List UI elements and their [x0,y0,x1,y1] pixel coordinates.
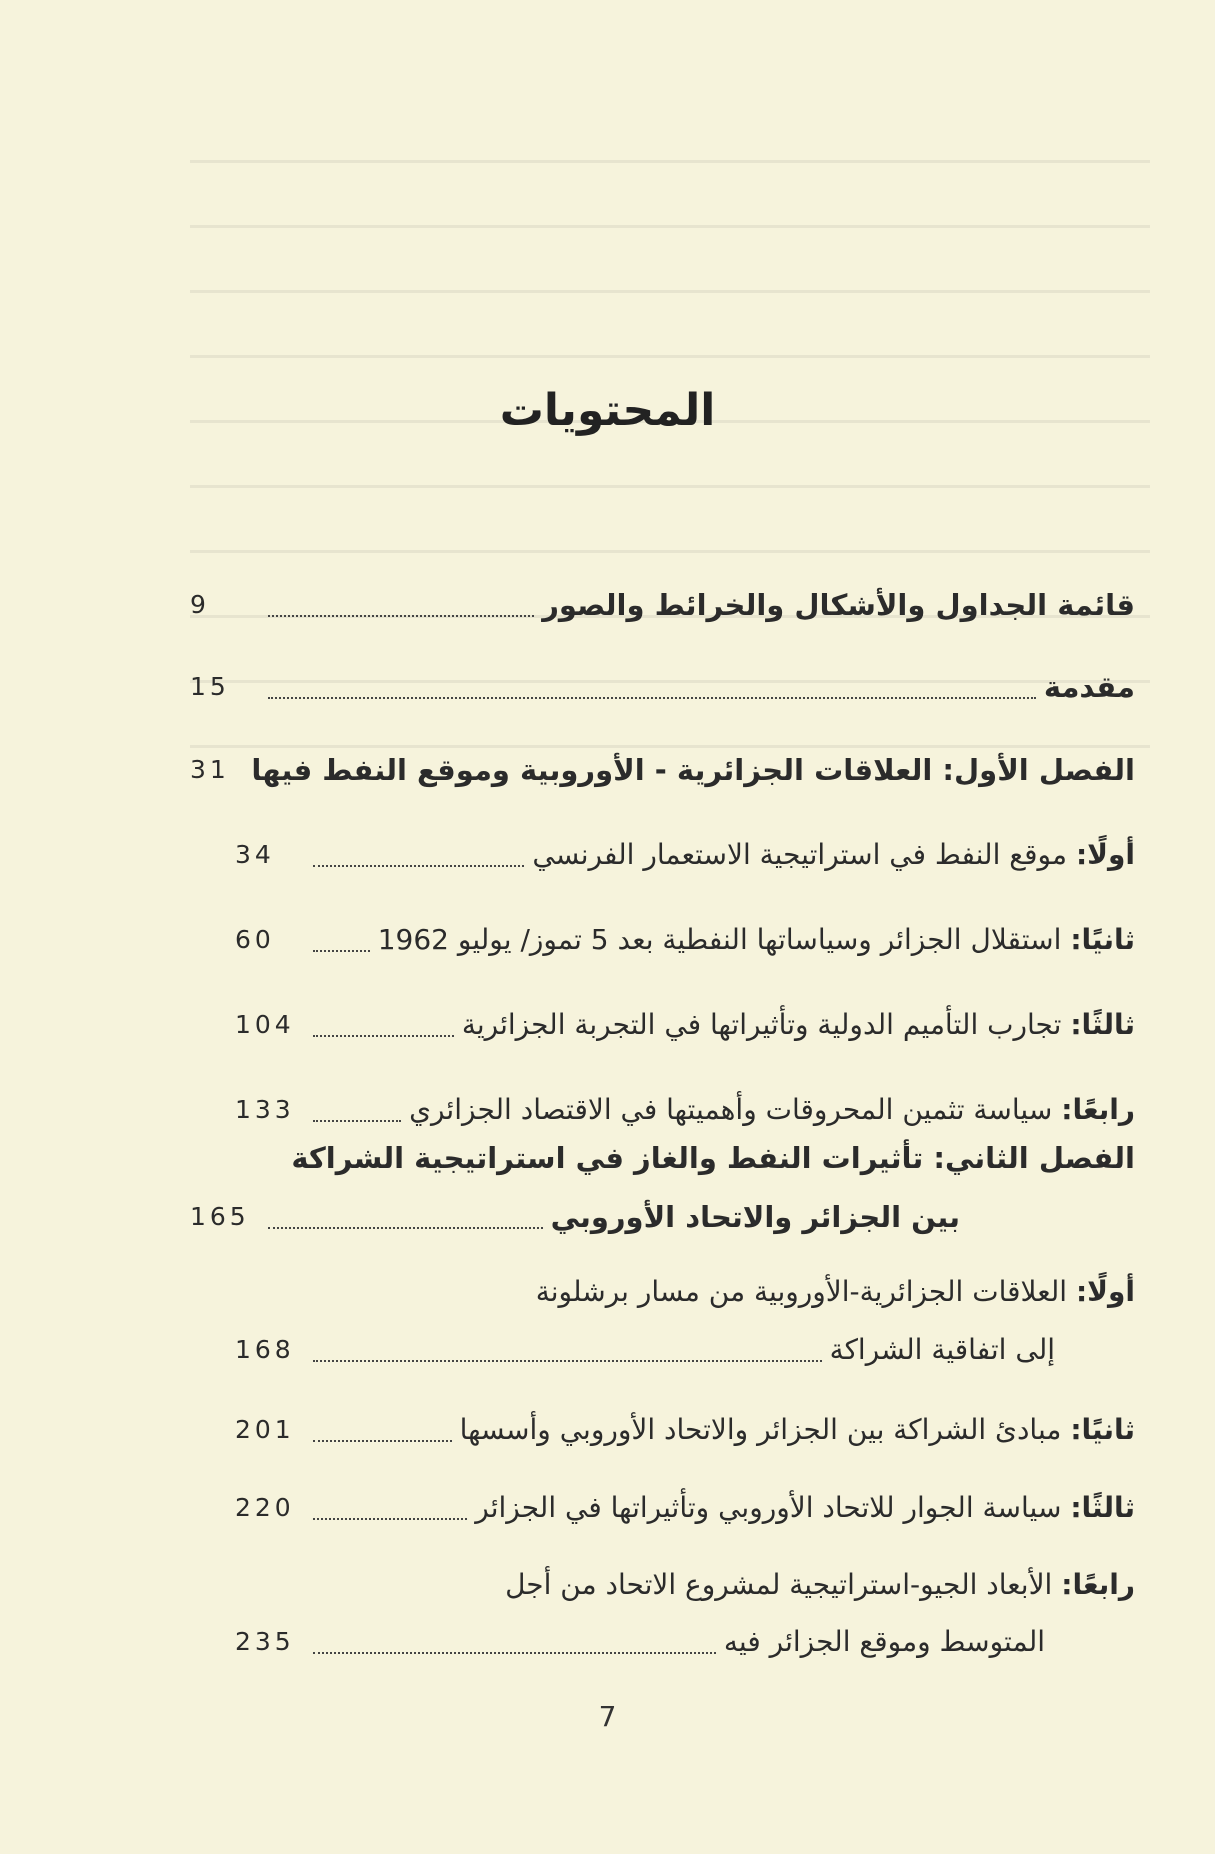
toc-page-number: 235 [235,1627,295,1656]
dot-leader [313,865,524,867]
toc-entry[interactable] [235,995,1135,1055]
toc-entry-label [460,1400,1135,1460]
show-through-text [190,160,1150,820]
toc-page-number: 133 [235,1095,295,1124]
toc-entry-text: موقع النفط في استراتيجية الاستعمار الفرنسي [532,838,1068,871]
toc-entry-label [378,910,1135,970]
toc-page-number: 168 [235,1335,295,1364]
toc-entry[interactable] [235,1400,1135,1460]
toc-entry-label [532,825,1135,885]
toc-entry-prefix: رابعًا: [1061,1093,1135,1126]
toc-entry-text: مبادئ الشراكة بين الجزائر والاتحاد الأوروبي وأسسها [459,1413,1062,1446]
toc-entry-line [235,1262,1135,1322]
dot-leader [313,950,370,952]
toc-entry-prefix: رابعًا: [1061,1568,1135,1601]
dot-leader [268,1227,543,1229]
toc-entry[interactable] [190,657,1135,717]
toc-entry-line: الفصل الثاني: تأثيرات النفط والغاز في استراتيجية الشراكة [291,1141,1135,1175]
toc-page-number: 104 [235,1010,295,1039]
toc-entry[interactable] [235,825,1135,885]
toc-entry-line [235,1555,1135,1615]
dot-leader [313,1518,467,1520]
toc-entry-text: العلاقات الجزائرية-الأوروبية من مسار برشلونة [535,1275,1068,1308]
toc-entry-text: سياسة الجوار للاتحاد الأوروبي وتأثيراتها في الجزائر [475,1491,1062,1524]
toc-entry-prefix: أولًا: [1075,838,1135,871]
toc-entry-label [462,995,1135,1055]
toc-entry[interactable] [190,740,1135,800]
toc-entry[interactable] [190,575,1135,635]
dot-leader [268,615,534,617]
toc-entry-label: المتوسط وموقع الجزائر فيه [723,1625,1045,1658]
toc-page-number: 15 [190,672,230,701]
dot-leader [313,1035,454,1037]
dot-leader [313,1360,822,1362]
toc-entry-prefix: ثالثًا: [1070,1008,1135,1041]
toc-page-number: 60 [235,925,275,954]
toc-entry[interactable] [235,1612,1135,1672]
page-number: 7 [598,1700,617,1733]
toc-entry-label: الفصل الأول: العلاقات الجزائرية - الأوروبية وموقع النفط فيها [251,753,1135,787]
toc-entry-label: مقدمة [1043,670,1135,704]
toc-entry-label: إلى اتفاقية الشراكة [829,1333,1055,1366]
toc-entry-text: تجارب التأميم الدولية وتأثيراتها في التجربة الجزائرية [461,1008,1062,1041]
toc-page-number: 31 [190,755,230,784]
dot-leader [268,697,1036,699]
page-title: المحتويات [499,385,716,436]
toc-entry-label: بين الجزائر والاتحاد الأوروبي [550,1200,960,1234]
dot-leader [313,1652,716,1654]
toc-page-number: 34 [235,840,275,869]
dot-leader [313,1120,401,1122]
toc-entry-prefix: ثانيًا: [1070,923,1135,956]
toc-entry-label: قائمة الجداول والأشكال والخرائط والصور [542,588,1135,622]
toc-entry-prefix: ثانيًا: [1070,1413,1135,1446]
toc-page-number: 201 [235,1415,295,1444]
toc-entry[interactable] [235,1320,1135,1380]
toc-entry-text: استقلال الجزائر وسياساتها النفطية بعد 5 تموز/ يوليو 1962 [377,923,1062,956]
toc-entry-text: الأبعاد الجيو-استراتيجية لمشروع الاتحاد من أجل [505,1568,1053,1601]
toc-page-number: 220 [235,1493,295,1522]
toc-page-number: 9 [190,590,210,619]
toc-entry-label [475,1478,1135,1538]
toc-entry-prefix: ثالثًا: [1070,1491,1135,1524]
toc-entry-text: سياسة تثمين المحروقات وأهميتها في الاقتصاد الجزائري [409,1093,1053,1126]
dot-leader [313,1440,452,1442]
toc-page-number: 165 [190,1202,250,1231]
toc-entry[interactable] [190,1187,1135,1247]
toc-entry[interactable] [235,910,1135,970]
toc-entry-prefix: أولًا: [1075,1275,1135,1308]
toc-entry[interactable] [235,1478,1135,1538]
